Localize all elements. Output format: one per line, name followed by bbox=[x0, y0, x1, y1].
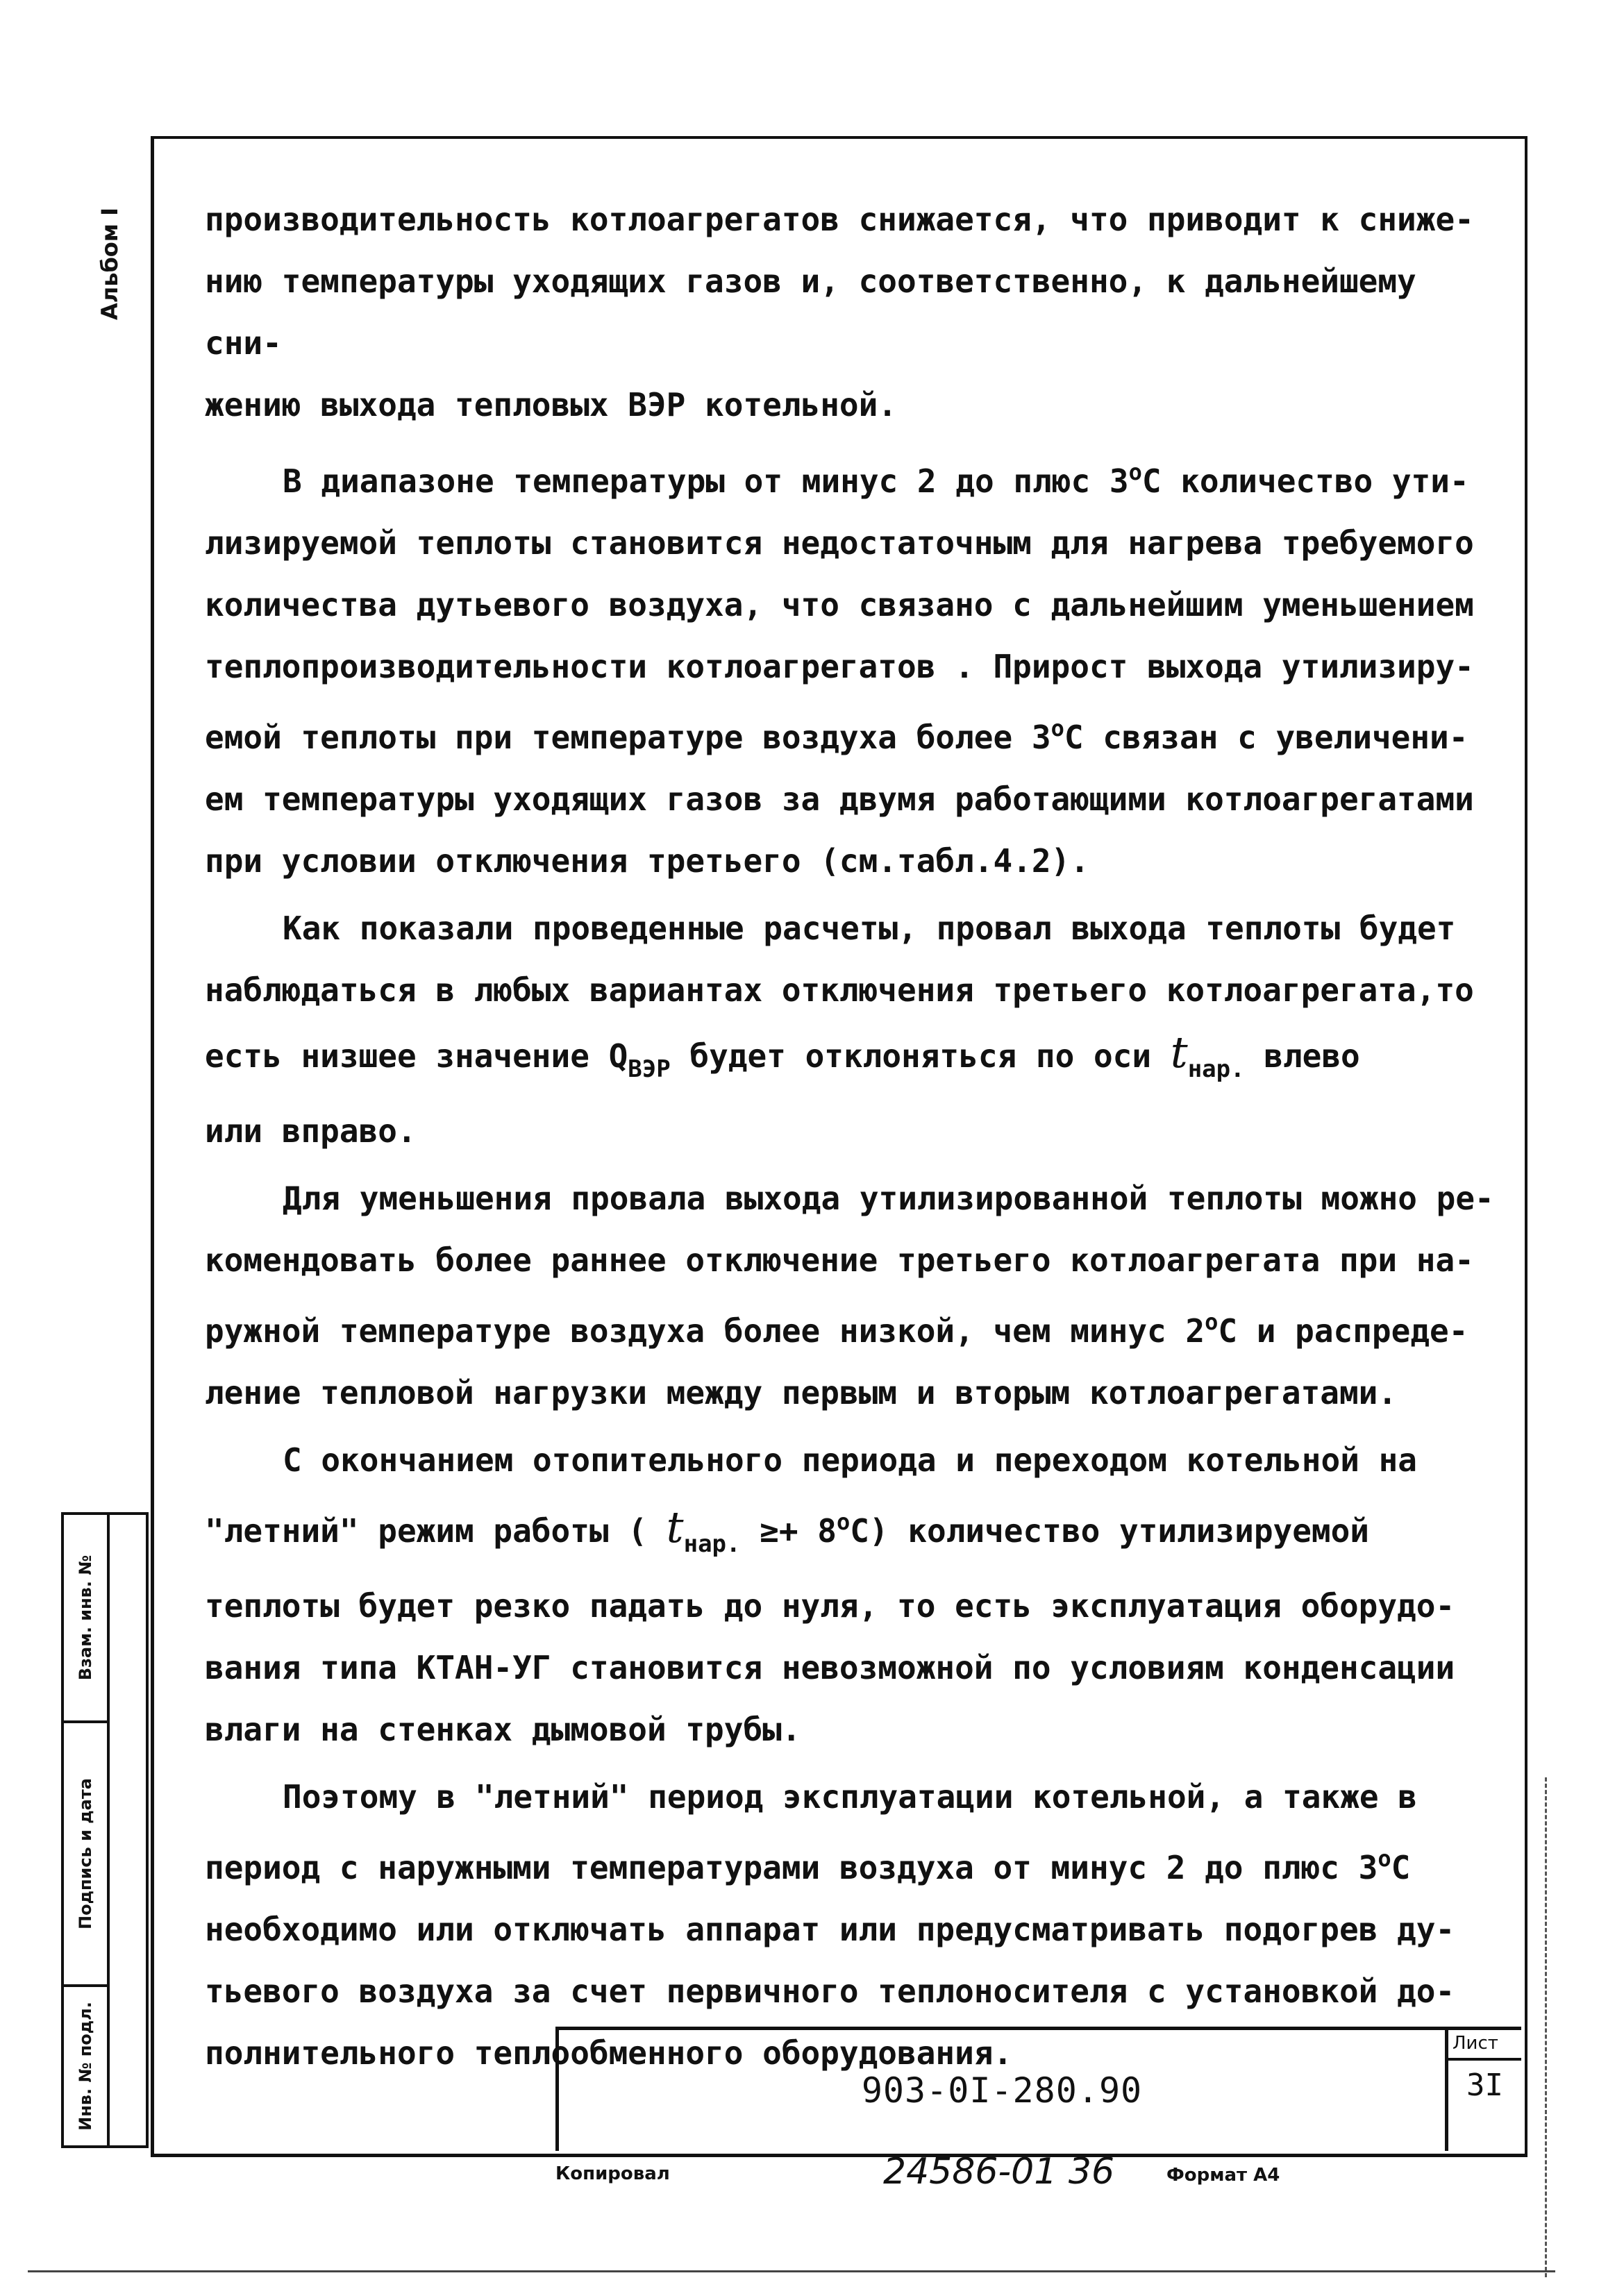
paragraph-5: С окончанием отопительного периода и переходом котельной на "летний" режим работы ( $t_{нар.} \ge+ 8^оС$) количество утилизируемой теплоты будет резко падать до нуля, то есть эксплуатация оборудо- вания типа КТАН-УГ становится невозможной по условиям конденсации влаги на стенках дымовой трубы. bbox=[205, 1441, 1455, 1748]
title-block bbox=[555, 2027, 1521, 2151]
sheet-number: 3I bbox=[1466, 2068, 1503, 2103]
handwritten-number: 24586-01 36 bbox=[883, 2151, 1115, 2193]
bottom-rule bbox=[28, 2270, 1555, 2272]
stamp-podpis-data: Подпись и дата bbox=[64, 1723, 107, 1987]
paragraph-6: Поэтому в "летний" период эксплуатации котельной, а также в период с наружными температурами воздуха от минус 2 до плюс $3^оС$ необходимо или отключать аппарат или предусматривать подогрев ду- тьевого воздуха за счет первичного теплоносителя с установкой до- полнительного теплообменного оборудования. bbox=[205, 1778, 1455, 2072]
copied-label: Копировал bbox=[555, 2163, 670, 2184]
paragraph-4: Для уменьшения провала выхода утилизированной теплоты можно ре- комендовать более раннее отключение третьего котлоагрегата при на- ружной температуре воздуха более низкой, чем минус $2^оС$ и распреде- ление тепловой нагрузки между первым и вторым котлоагрегатами. bbox=[205, 1180, 1494, 1411]
paragraph-3: Как показали проведенные расчеты, провал выхода теплоты будет наблюдаться в любых вариантах отключения третьего котлоагрегата,то есть низшее значение $Q_{ВЭР}$ будет отклоняться по оси $t_{нар.}$ влево или вправо. bbox=[205, 910, 1474, 1150]
stamp-column bbox=[61, 1512, 149, 2148]
album-label: Альбом I bbox=[97, 208, 123, 320]
sheet-label: Лист bbox=[1453, 2033, 1498, 2054]
stamp-divider bbox=[107, 1515, 110, 2145]
paragraph-1: производительность котлоагрегатов снижается, что приводит к сниже- нию температуры уходящих газов и, соответственно, к дальнейшему сни- жению выхода тепловых ВЭР котельной. bbox=[205, 201, 1474, 424]
paragraph-2: В диапазоне температуры от минус 2 до плюс $3^оС$ количество ути- лизируемой теплоты становится недостаточным для нагрева требуемого количества дутьевого воздуха, что связано с дальнейшим уменьшением теплопроизводительности котлоагрегатов . Прирост выхода утилизиру- емой теплоты при температуре воздуха более $3^оС$ связан с увеличени- ем температуры уходящих газов за двумя работающими котлоагрегатами при условии отключения третьего (см.табл.4.2). bbox=[205, 459, 1474, 880]
sheet-box bbox=[1445, 2030, 1521, 2151]
format-label: Формат А4 bbox=[1166, 2165, 1280, 2186]
crop-mark bbox=[1545, 1777, 1547, 2277]
sheet-divider bbox=[1448, 2058, 1521, 2061]
body-text bbox=[205, 189, 1503, 2084]
footer bbox=[0, 2151, 1599, 2206]
stamp-vzam-inv: Взам. инв. № bbox=[64, 1515, 107, 1723]
document-code: 903-0I-280.90 bbox=[861, 2070, 1143, 2111]
stamp-inv-podl: Инв. № подл. bbox=[76, 2002, 95, 2131]
